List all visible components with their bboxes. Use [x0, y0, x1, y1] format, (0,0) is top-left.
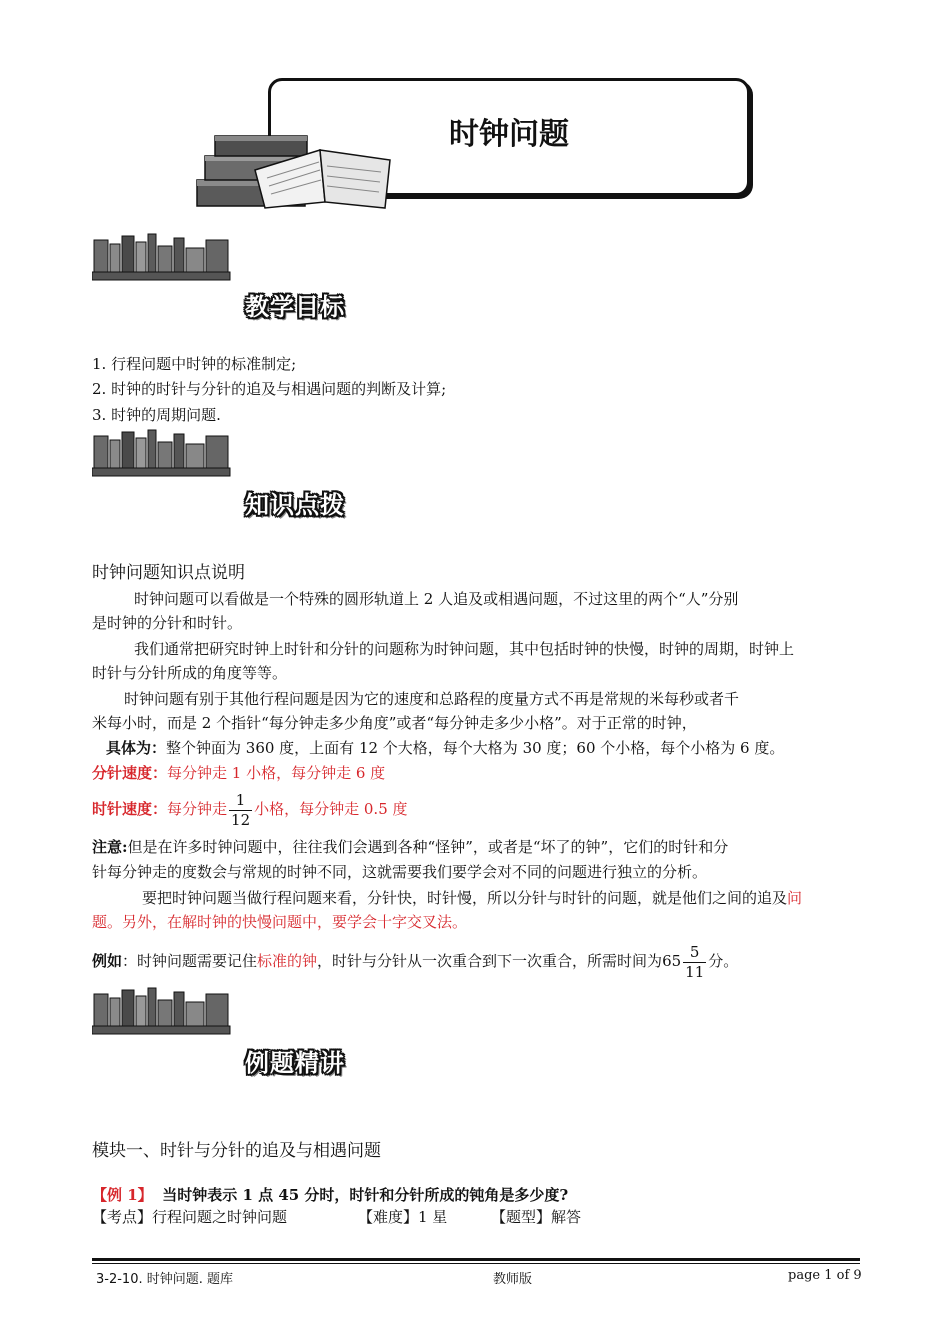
example-1-meta-tixing: 【题型】解答	[491, 1208, 582, 1226]
bookshelf-icon	[92, 986, 232, 1036]
hour-speed-text-b: 小格，每分钟走 0.5 度	[254, 800, 408, 818]
paragraph-2-line-1: 我们通常把研究时钟上时针和分针的问题称为时钟问题，其中包括时钟的快慢，时钟的周期，时钟上	[134, 640, 795, 658]
example-note-text-a: ：时钟问题需要记住	[122, 952, 258, 970]
paragraph-4-text: 要把时钟问题当做行程问题来看，分针快，时针慢，所以分针与时针的问题，就是他们之间的追及	[142, 889, 788, 907]
books-illustration	[195, 130, 395, 212]
footer-page-number: page 1 of 9	[788, 1268, 862, 1283]
spec-label: 具体为：	[106, 739, 167, 757]
minute-speed-label: 分针速度：	[92, 764, 168, 782]
note-text-1: 但是在许多时钟问题中，往往我们会遇到各种“怪钟”，或者是“坏了的钟”，它们的时针和分	[127, 838, 729, 856]
bookshelf-icon	[92, 232, 232, 282]
paragraph-2-line-2: 时针与分针所成的角度等等。	[92, 664, 288, 682]
example-1-label: 【例 1】	[92, 1186, 153, 1204]
bookshelf-icon	[92, 428, 232, 478]
section-head-objectives: 教学目标	[245, 293, 345, 321]
fraction-five-elevenths	[683, 942, 706, 981]
example-1-question: 当时钟表示 1 点 45 分时，时针和分针所成的钝角是多少度?	[162, 1186, 569, 1204]
example-1-question-line	[92, 1183, 568, 1207]
knowledge-heading: 时钟问题知识点说明	[92, 563, 245, 583]
note-line-1	[92, 835, 728, 859]
section-head-examples: 例题精讲	[245, 1049, 345, 1077]
example-note-label: 例如	[92, 952, 123, 970]
footer-center: 教师版	[493, 1272, 533, 1287]
example-1-meta-nandu: 【难度】1 星	[358, 1208, 448, 1226]
paragraph-4-line-1	[142, 886, 802, 910]
spec-line	[106, 736, 784, 760]
example-note-text-c: 分。	[708, 952, 739, 970]
paragraph-1-line-2: 是时钟的分针和时针。	[92, 614, 243, 632]
note-label: 注意:	[92, 838, 128, 856]
module-heading: 模块一、时针与分针的追及与相遇问题	[92, 1141, 381, 1161]
note-line-2: 针每分钟走的度数会与常规的时钟不同，这就需要我们要学会对不同的问题进行独立的分析。	[92, 863, 708, 881]
page-title: 时钟问题	[449, 117, 569, 152]
example-note-line	[92, 938, 738, 984]
fraction-denominator: 11	[685, 962, 705, 981]
mixed-number-whole: 65	[662, 952, 682, 970]
fraction-one-twelfth	[229, 790, 252, 829]
example-note-text-b: ，时针与分针从一次重合到下一次重合，所需时间为	[317, 952, 663, 970]
hour-speed-label: 时针速度：	[92, 800, 168, 818]
paragraph-1-line-1: 时钟问题可以看做是一个特殊的圆形轨道上 2 人追及或相遇问题，不过这里的两个“人”分别	[134, 590, 739, 608]
hour-speed-text-a: 每分钟走	[167, 800, 228, 818]
footer-rule	[92, 1258, 860, 1261]
section-head-knowledge: 知识点拨	[245, 491, 345, 519]
minute-speed-text: 每分钟走 1 小格，每分钟走 6 度	[167, 764, 386, 782]
paragraph-4-line-2: 题。另外，在解时钟的快慢问题中，要学会十字交叉法。	[92, 913, 468, 931]
example-note-red: 标准的钟	[257, 952, 318, 970]
objective-item-1: 1. 行程问题中时钟的标准制定;	[92, 355, 297, 373]
spec-text: 整个钟面为 360 度，上面有 12 个大格，每个大格为 30 度；60 个小格，每个小格为 6 度。	[166, 739, 785, 757]
footer-left: 3-2-10. 时钟问题. 题库	[96, 1272, 233, 1287]
footer-rule-thin	[92, 1263, 860, 1264]
paragraph-3-line-2: 米每小时，而是 2 个指针“每分钟走多少角度”或者“每分钟走多少小格”。对于正常的时钟，	[92, 714, 697, 732]
fraction-denominator: 12	[231, 810, 251, 829]
minute-speed-line	[92, 761, 385, 785]
fraction-numerator: 1	[229, 793, 252, 811]
fraction-numerator: 5	[683, 945, 706, 963]
paragraph-4-red-end: 问	[787, 889, 803, 907]
objective-item-2: 2. 时钟的时针与分针的追及与相遇问题的判断及计算;	[92, 380, 447, 398]
objective-item-3: 3. 时钟的周期问题.	[92, 406, 221, 424]
hour-speed-line	[92, 786, 408, 832]
paragraph-3-line-1: 时钟问题有别于其他行程问题是因为它的速度和总路程的度量方式不再是常规的米每秒或者千	[124, 690, 740, 708]
example-1-meta-kaodian: 【考点】行程问题之时钟问题	[92, 1208, 288, 1226]
